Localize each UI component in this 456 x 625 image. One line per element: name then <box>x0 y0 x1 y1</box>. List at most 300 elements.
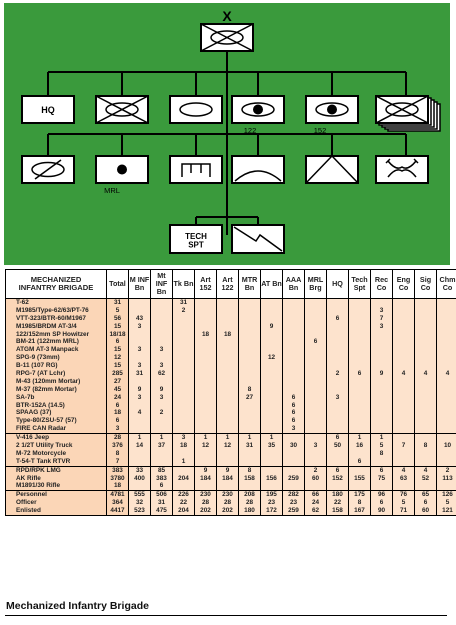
table-cell <box>239 331 260 339</box>
table-cell: 475 <box>156 507 167 515</box>
table-cell <box>129 402 150 410</box>
signal-company-symbol <box>232 225 284 253</box>
table-cell <box>283 331 304 339</box>
table-cell <box>327 450 348 458</box>
table-cell <box>437 378 456 386</box>
unit-column-cells <box>217 491 239 516</box>
table-cell: 62 <box>157 370 166 378</box>
unit-column-cells <box>261 466 283 491</box>
table-cell: 155 <box>354 474 365 482</box>
table-cell <box>327 331 348 339</box>
unit-column-cells <box>283 491 305 516</box>
item-total: 7 <box>115 457 120 465</box>
table-section <box>6 466 456 491</box>
table-cell: 152 <box>332 474 343 482</box>
unit-column-cells <box>393 466 415 491</box>
table-cell <box>195 417 216 425</box>
table-cell: 6 <box>291 409 296 417</box>
table-cell: 3 <box>137 362 142 370</box>
table-cell: 2 <box>335 370 340 378</box>
table-cell <box>371 394 392 402</box>
table-cell: 66 <box>311 491 320 499</box>
antitank-battalion-symbol <box>22 156 74 183</box>
table-cell <box>129 307 150 315</box>
table-cell: 3 <box>159 393 164 401</box>
table-cell: 60 <box>421 507 430 515</box>
item-name: Type-80/ZSU-57 (57) <box>16 417 77 425</box>
table-cell: 259 <box>288 507 299 515</box>
table-cell <box>173 338 194 346</box>
table-cell <box>283 299 304 307</box>
table-cell <box>151 299 172 307</box>
item-name: VTT-323/BTR-60/M1967 <box>16 314 86 322</box>
item-name: M1985/Type-62/63/PT-76 <box>16 306 89 314</box>
table-cell <box>327 386 348 394</box>
item-name: Enlisted <box>16 507 41 515</box>
table-cell: 180 <box>332 491 343 499</box>
table-cell <box>217 378 238 386</box>
unit-column-cells <box>415 434 437 467</box>
table-cell: 31 <box>135 370 144 378</box>
table-cell <box>305 394 326 402</box>
table-cell <box>151 458 172 466</box>
table-cell <box>327 458 348 466</box>
table-cell <box>239 307 260 315</box>
table-cell <box>415 378 436 386</box>
unit-column-cells <box>173 434 195 467</box>
table-cell <box>217 458 238 466</box>
item-total: 3780 <box>110 474 125 482</box>
item-name: BM-21 (122mm MRL) <box>16 338 79 346</box>
table-cell <box>415 338 436 346</box>
table-cell: 18 <box>201 330 210 338</box>
item-name: T-62 <box>16 299 29 306</box>
table-cell <box>349 482 370 490</box>
unit-column-cells <box>305 491 327 516</box>
column-header: Art 152 <box>195 270 217 299</box>
table-cell: 4 <box>401 370 406 378</box>
unit-column-cells <box>261 299 283 434</box>
table-cell: 65 <box>421 491 430 499</box>
unit-column-cells <box>327 434 349 467</box>
table-cell <box>195 402 216 410</box>
table-cell <box>283 346 304 354</box>
table-cell <box>437 323 456 331</box>
unit-column-cells <box>151 299 173 434</box>
table-cell: 31 <box>179 299 188 306</box>
table-cell <box>217 394 238 402</box>
table-cell <box>371 417 392 425</box>
table-cell <box>415 346 436 354</box>
table-cell <box>349 394 370 402</box>
column-header: AT Bn <box>261 270 283 299</box>
table-cell <box>195 425 216 433</box>
table-cell: 8 <box>379 449 384 457</box>
table-cell <box>327 402 348 410</box>
table-cell <box>173 370 194 378</box>
item-totals <box>107 466 129 491</box>
table-cell <box>349 378 370 386</box>
item-total: 4417 <box>110 507 125 515</box>
table-cell: 85 <box>157 466 166 474</box>
table-cell <box>437 409 456 417</box>
table-cell <box>173 378 194 386</box>
table-cell <box>305 482 326 490</box>
table-cell <box>195 394 216 402</box>
table-cell <box>305 425 326 433</box>
table-cell <box>437 299 456 307</box>
unit-column-cells <box>415 491 437 516</box>
table-cell <box>217 450 238 458</box>
unit-column-cells <box>415 466 437 491</box>
table-cell: 37 <box>157 442 166 450</box>
table-cell <box>261 370 282 378</box>
table-cell <box>349 467 370 475</box>
unit-column-cells <box>327 299 349 434</box>
table-cell: 6 <box>335 434 340 442</box>
table-cell <box>151 417 172 425</box>
item-name: FIRE CAN Radar <box>16 425 67 433</box>
stacked-mech-infantry-battalions-symbol <box>376 96 440 131</box>
unit-column-cells <box>393 434 415 467</box>
table-cell: 126 <box>442 491 453 499</box>
table-cell: 4 <box>137 409 142 417</box>
table-cell <box>437 346 456 354</box>
item-total: 18 <box>113 482 122 490</box>
item-total: 5 <box>115 306 120 314</box>
table-cell <box>327 417 348 425</box>
table-cell <box>283 370 304 378</box>
table-cell <box>327 425 348 433</box>
table-cell <box>129 331 150 339</box>
table-cell <box>217 370 238 378</box>
table-cell: 158 <box>332 507 343 515</box>
table-cell <box>437 386 456 394</box>
table-cell: 202 <box>222 507 233 515</box>
item-name: BTR-152A (14.5) <box>16 401 65 409</box>
table-cell: 12 <box>267 354 276 362</box>
column-header: MRL Brg <box>305 270 327 299</box>
table-cell: 282 <box>288 491 299 499</box>
table-cell <box>349 354 370 362</box>
table-cell <box>151 378 172 386</box>
table-cell <box>415 482 436 490</box>
unit-column-cells <box>261 434 283 467</box>
table-cell: 172 <box>266 507 277 515</box>
table-cell <box>437 417 456 425</box>
table-cell: 9 <box>159 385 164 393</box>
column-header: Mt INF Bn <box>151 270 173 299</box>
unit-column-cells <box>437 466 456 491</box>
table-cell: 24 <box>311 499 320 507</box>
table-cell <box>129 354 150 362</box>
item-name: T-54-T Tank RTVR <box>16 457 71 465</box>
item-name: AK Rifle <box>16 474 41 482</box>
table-cell <box>327 354 348 362</box>
table-cell <box>239 362 260 370</box>
table-cell <box>305 378 326 386</box>
table-cell: 167 <box>354 507 365 515</box>
table-cell <box>283 458 304 466</box>
table-cell <box>305 346 326 354</box>
table-cell <box>327 362 348 370</box>
table-cell: 259 <box>288 474 299 482</box>
table-cell <box>217 402 238 410</box>
table-cell <box>173 323 194 331</box>
table-cell <box>217 354 238 362</box>
table-cell: 27 <box>245 393 254 401</box>
table-cell: 1 <box>159 434 164 442</box>
table-header <box>6 270 456 299</box>
table-cell <box>415 450 436 458</box>
table-cell: 52 <box>421 474 430 482</box>
table-cell <box>195 338 216 346</box>
table-cell: 3 <box>137 393 142 401</box>
item-name: SPG-9 (73mm) <box>16 354 60 362</box>
table-cell: 33 <box>135 466 144 474</box>
item-name: M-72 Motorcycle <box>16 449 67 457</box>
table-cell <box>261 362 282 370</box>
chemical-company-symbol <box>376 156 428 183</box>
table-cell: 7 <box>379 314 384 322</box>
item-totals <box>107 491 129 516</box>
unit-column-cells <box>195 299 217 434</box>
table-cell <box>283 482 304 490</box>
item-name: B-11 (107 RG) <box>16 362 58 370</box>
figure-caption: Mechanized Infantry Brigade <box>6 600 149 612</box>
table-cell <box>327 346 348 354</box>
table-cell <box>195 370 216 378</box>
table-cell: 3 <box>313 442 318 450</box>
table-cell: 9 <box>225 466 230 474</box>
table-cell: 22 <box>333 499 342 507</box>
column-header: M INF Bn <box>129 270 151 299</box>
table-cell: 50 <box>333 442 342 450</box>
table-cell <box>349 450 370 458</box>
table-cell: 62 <box>311 507 320 515</box>
table-cell <box>173 450 194 458</box>
item-total: 15 <box>113 322 122 330</box>
table-cell <box>327 299 348 307</box>
table-cell: 6 <box>291 393 296 401</box>
table-cell <box>195 307 216 315</box>
table-cell <box>261 417 282 425</box>
table-cell <box>261 338 282 346</box>
table-cell: 3 <box>379 322 384 330</box>
table-cell <box>195 346 216 354</box>
table-cell <box>151 323 172 331</box>
total-header: Total <box>107 270 129 299</box>
table-cell <box>393 425 414 433</box>
table-cell <box>195 299 216 307</box>
item-total: 15 <box>113 362 122 370</box>
item-total: 56 <box>113 314 122 322</box>
unit-column-cells <box>437 434 456 467</box>
table-cell: 3 <box>137 346 142 354</box>
table-cell <box>261 402 282 410</box>
table-cell: 1 <box>357 434 362 442</box>
table-cell <box>393 315 414 323</box>
table-cell <box>239 409 260 417</box>
table-cell: 7 <box>401 442 406 450</box>
table-cell <box>415 386 436 394</box>
table-cell <box>305 362 326 370</box>
table-cell: 4 <box>445 370 450 378</box>
item-total: 4781 <box>110 491 125 499</box>
unit-column-cells <box>305 299 327 434</box>
table-cell <box>173 394 194 402</box>
table-cell <box>217 315 238 323</box>
item-total: 15 <box>113 346 122 354</box>
table-cell <box>437 354 456 362</box>
table-cell: 18 <box>179 442 188 450</box>
table-cell: 180 <box>244 507 255 515</box>
table-cell: 8 <box>423 442 428 450</box>
unit-column-cells <box>437 491 456 516</box>
table-cell <box>217 386 238 394</box>
table-cell <box>371 354 392 362</box>
table-cell <box>239 315 260 323</box>
table-cell <box>415 323 436 331</box>
table-cell: 400 <box>134 474 145 482</box>
table-cell: 3 <box>159 362 164 370</box>
column-header: Chm Co <box>437 270 456 299</box>
table-cell <box>261 425 282 433</box>
table-cell: 2 <box>181 306 186 314</box>
unit-column-cells <box>129 434 151 467</box>
table-cell <box>327 482 348 490</box>
table-cell: 175 <box>354 491 365 499</box>
item-total: 8 <box>115 449 120 457</box>
table-cell: 12 <box>201 442 210 450</box>
unit-column-cells <box>239 491 261 516</box>
table-cell: 3 <box>181 434 186 442</box>
unit-column-cells <box>239 434 261 467</box>
item-name: RPG-7 (AT Lchr) <box>16 370 66 378</box>
table-cell <box>261 394 282 402</box>
table-cell: 5 <box>379 442 384 450</box>
table-cell <box>239 354 260 362</box>
unit-column-cells <box>371 491 393 516</box>
table-cell: 6 <box>159 482 164 490</box>
table-cell <box>239 378 260 386</box>
table-cell: 1 <box>181 457 186 465</box>
table-cell <box>283 307 304 315</box>
item-total: 285 <box>112 370 123 378</box>
item-total: 18 <box>113 409 122 417</box>
table-cell <box>151 315 172 323</box>
tech-spt-unit <box>170 225 222 253</box>
table-cell: 9 <box>379 370 384 378</box>
table-cell <box>437 338 456 346</box>
table-cell <box>217 338 238 346</box>
table-cell <box>173 425 194 433</box>
table-cell: 3 <box>159 346 164 354</box>
table-cell <box>371 299 392 307</box>
table-cell <box>195 458 216 466</box>
table-cell <box>173 315 194 323</box>
item-totals <box>107 434 129 467</box>
table-cell <box>393 417 414 425</box>
table-cell: 6 <box>335 314 340 322</box>
table-cell <box>415 402 436 410</box>
unit-column-cells <box>305 434 327 467</box>
table-cell <box>151 307 172 315</box>
table-cell <box>305 386 326 394</box>
item-total: 6 <box>115 401 120 409</box>
column-header: Eng Co <box>393 270 415 299</box>
table-cell <box>195 354 216 362</box>
table-cell: 6 <box>291 417 296 425</box>
hq-label: HQ <box>41 105 55 115</box>
table-cell <box>195 323 216 331</box>
unit-column-cells <box>195 466 217 491</box>
table-cell <box>437 362 456 370</box>
unit-column-cells <box>217 466 239 491</box>
table-cell: 202 <box>200 507 211 515</box>
table-cell: 230 <box>200 491 211 499</box>
item-name: M1891/30 Rifle <box>16 482 61 490</box>
table-cell: 4 <box>401 466 406 474</box>
table-cell: 226 <box>178 491 189 499</box>
table-cell: 63 <box>399 474 408 482</box>
table-cell: 1 <box>225 434 230 442</box>
unit-column-cells <box>393 299 415 434</box>
table-cell <box>371 482 392 490</box>
table-cell <box>349 409 370 417</box>
table-cell: 184 <box>222 474 233 482</box>
reconnaissance-company-symbol <box>306 156 358 183</box>
table-cell <box>283 338 304 346</box>
table-cell: 195 <box>266 491 277 499</box>
table-cell <box>327 378 348 386</box>
table-cell: 6 <box>313 338 318 346</box>
table-cell <box>437 434 456 442</box>
table-cell <box>261 450 282 458</box>
hq-unit <box>22 96 74 123</box>
unit-column-cells <box>437 299 456 434</box>
table-cell: 555 <box>134 491 145 499</box>
table-cell: 28 <box>201 499 210 507</box>
table-cell: 3 <box>335 393 340 401</box>
table-cell <box>393 331 414 339</box>
item-name: M-37 (82mm Mortar) <box>16 385 77 393</box>
table-cell <box>393 402 414 410</box>
unit-column-cells <box>415 299 437 434</box>
table-cell: 8 <box>357 499 362 507</box>
table-cell <box>393 482 414 490</box>
table-cell <box>371 409 392 417</box>
column-header: Rec Co <box>371 270 393 299</box>
table-cell <box>305 458 326 466</box>
table-cell: 5 <box>401 499 406 507</box>
item-names <box>6 491 107 516</box>
table-cell <box>415 394 436 402</box>
table-cell: 23 <box>289 499 298 507</box>
item-name: 122/152mm SP Howitzer <box>16 330 90 338</box>
org-chart <box>4 3 450 265</box>
table-cell <box>415 425 436 433</box>
table-cell <box>217 307 238 315</box>
table-cell: 1 <box>247 434 252 442</box>
table-cell <box>349 299 370 307</box>
table-cell: 4 <box>423 370 428 378</box>
table-cell <box>239 402 260 410</box>
table-cell <box>349 362 370 370</box>
table-cell: 523 <box>134 507 145 515</box>
table-cell: 6 <box>357 370 362 378</box>
item-name: SA-7b <box>16 393 35 401</box>
